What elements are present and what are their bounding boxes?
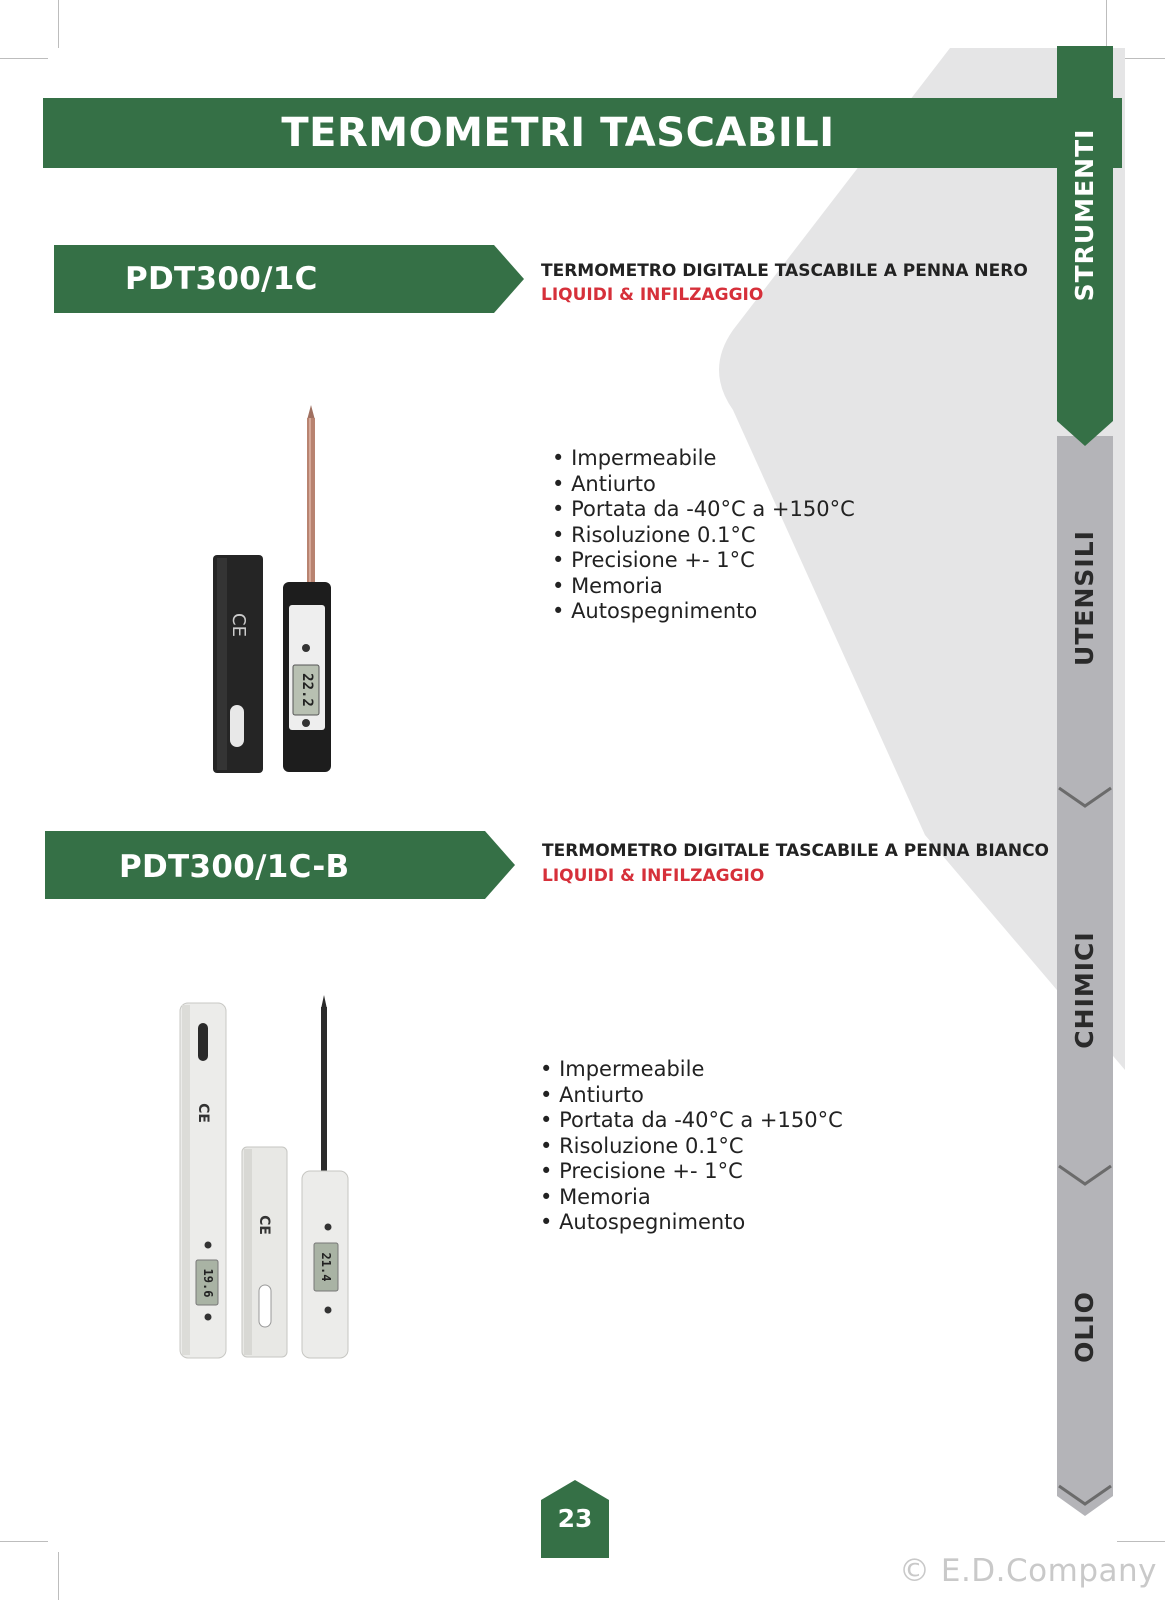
feature-item: • Portata da -40°C a +150°C: [552, 497, 855, 523]
product-subtitle: LIQUIDI & INFILZAGGIO: [542, 866, 765, 886]
svg-text:CE: CE: [256, 1215, 272, 1235]
feature-list: [540, 1057, 843, 1236]
product-subtitle: LIQUIDI & INFILZAGGIO: [541, 285, 764, 305]
tab-olio[interactable]: OLIO: [1070, 1291, 1099, 1363]
page-number: 23: [557, 1504, 593, 1533]
product-title: TERMOMETRO DIGITALE TASCABILE A PENNA BIANCO: [542, 841, 1049, 861]
product-title: TERMOMETRO DIGITALE TASCABILE A PENNA NERO: [541, 261, 1028, 281]
feature-item: • Portata da -40°C a +150°C: [540, 1108, 843, 1134]
product-code: PDT300/1C-B: [119, 849, 350, 885]
feature-item: • Antiurto: [552, 472, 855, 498]
feature-item: • Precisione +- 1°C: [552, 548, 855, 574]
tab-utensili[interactable]: UTENSILI: [1070, 530, 1099, 666]
product-code: PDT300/1C: [125, 261, 318, 297]
tab-chimici[interactable]: CHIMICI: [1070, 931, 1099, 1049]
page-title: TERMOMETRI TASCABILI: [281, 110, 835, 156]
feature-item: • Memoria: [540, 1185, 843, 1211]
display-reading: 19.6: [201, 1268, 215, 1298]
svg-text:CE: CE: [195, 1103, 211, 1123]
copyright-watermark: © E.D.Company: [899, 1553, 1157, 1589]
feature-item: • Precisione +- 1°C: [540, 1159, 843, 1185]
product-image-black-thermometer: [205, 400, 355, 780]
feature-item: • Impermeabile: [552, 446, 855, 472]
feature-item: • Risoluzione 0.1°C: [552, 523, 855, 549]
feature-item: • Risoluzione 0.1°C: [540, 1134, 843, 1160]
feature-list: [552, 446, 855, 625]
feature-item: • Autospegnimento: [552, 599, 855, 625]
tab-strumenti[interactable]: STRUMENTI: [1070, 128, 1099, 302]
product-image-white-thermometers: [170, 995, 370, 1370]
display-reading: 22.2: [299, 673, 315, 707]
feature-item: • Antiurto: [540, 1083, 843, 1109]
feature-item: • Memoria: [552, 574, 855, 600]
feature-item: • Autospegnimento: [540, 1210, 843, 1236]
display-reading: 21.4: [319, 1252, 333, 1282]
svg-text:CE: CE: [228, 613, 249, 637]
feature-item: • Impermeabile: [540, 1057, 843, 1083]
